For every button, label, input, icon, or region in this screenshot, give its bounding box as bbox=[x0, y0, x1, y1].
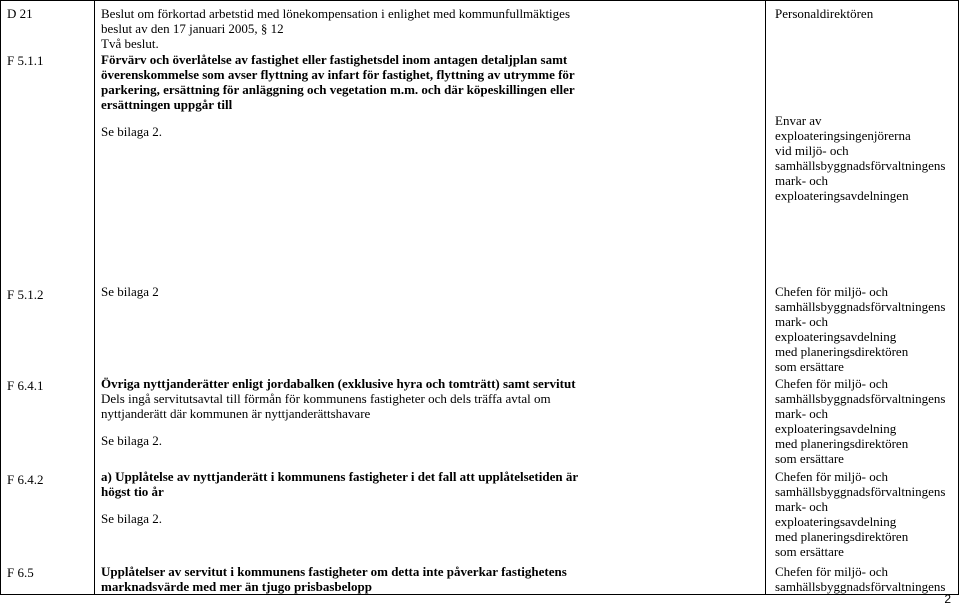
description-heading-line: högst tio år bbox=[101, 484, 164, 499]
table-border-top bbox=[0, 0, 959, 1]
responsible-line: som ersättare bbox=[775, 544, 844, 559]
attachment-reference: Se bilaga 2 bbox=[101, 284, 159, 299]
delegation-description bbox=[101, 469, 741, 526]
delegation-code: F 5.1.1 bbox=[7, 53, 44, 68]
description-line: Beslut om förkortad arbetstid med lönekompensation i enlighet med kommunfullmäktiges bbox=[101, 6, 570, 21]
delegation-code: F 6.4.2 bbox=[7, 472, 44, 487]
responsible-line: exploateringsavdelningen bbox=[775, 188, 909, 203]
description-line: nyttjanderätt där kommunen är nyttjanderättshavare bbox=[101, 406, 371, 421]
responsible-line: Chefen för miljö- och bbox=[775, 469, 888, 484]
delegation-code: F 5.1.2 bbox=[7, 287, 44, 302]
description-heading-line: Förvärv och överlåtelse av fastighet eller fastighetsdel inom antagen detaljplan samt bbox=[101, 52, 568, 67]
responsible-line: samhällsbyggnadsförvaltningens bbox=[775, 484, 946, 499]
responsible-line: Chefen för miljö- och bbox=[775, 564, 888, 579]
table-border-right bbox=[958, 0, 959, 595]
responsible-line: med planeringsdirektören bbox=[775, 436, 909, 451]
description-heading-line: Övriga nyttjanderätter enligt jordabalken (exklusive hyra och tomträtt) samt servitut bbox=[101, 376, 576, 391]
responsible-line: exploateringsavdelning bbox=[775, 514, 897, 529]
responsible-line: som ersättare bbox=[775, 451, 844, 466]
responsible-line: mark- och bbox=[775, 173, 829, 188]
delegation-description bbox=[101, 376, 741, 448]
responsible-line: Envar av bbox=[775, 113, 822, 128]
delegation-description bbox=[101, 6, 721, 139]
description-heading-line: parkering, ersättning för anläggning och vegetation m.m. och där köpeskillingen eller bbox=[101, 82, 575, 97]
description-line: Två beslut. bbox=[101, 36, 159, 51]
description-heading-line: Upplåtelser av servitut i kommunens fastigheter om detta inte påverkar fastighetens bbox=[101, 564, 567, 579]
table-border-left bbox=[0, 0, 1, 595]
responsible-line: samhällsbyggnadsförvaltningens bbox=[775, 391, 946, 406]
delegation-description bbox=[101, 564, 741, 594]
delegate-responsible bbox=[775, 6, 955, 203]
responsible-line: mark- och bbox=[775, 314, 829, 329]
delegate-responsible bbox=[775, 284, 955, 374]
page-number: 2 bbox=[944, 592, 951, 606]
attachment-reference: Se bilaga 2. bbox=[101, 511, 163, 526]
table-row bbox=[7, 6, 87, 68]
description-heading-line: överenskommelse som avser flyttning av infart för fastighet, flyttning av utrymme för bbox=[101, 67, 575, 82]
table-border-bottom bbox=[0, 594, 959, 595]
column-divider-responsible bbox=[765, 0, 766, 595]
responsible-line: samhällsbyggnadsförvaltningens bbox=[775, 299, 946, 314]
responsible-line: med planeringsdirektören bbox=[775, 529, 909, 544]
description-heading-line: a) Upplåtelse av nyttjanderätt i kommunens fastigheter i det fall att upplåtelsetiden är bbox=[101, 469, 579, 484]
responsible-line: mark- och bbox=[775, 406, 829, 421]
column-divider-code bbox=[94, 0, 95, 595]
attachment-reference: Se bilaga 2. bbox=[101, 124, 163, 139]
responsible-line: samhällsbyggnadsförvaltningens bbox=[775, 158, 946, 173]
description-line: Dels ingå servitutsavtal till förmån för kommunens fastigheter och dels träffa avtal om bbox=[101, 391, 551, 406]
description-line: beslut av den 17 januari 2005, § 12 bbox=[101, 21, 284, 36]
description-heading-line: marknadsvärde med mer än tjugo prisbasbelopp bbox=[101, 579, 372, 594]
responsible-line: med planeringsdirektören bbox=[775, 344, 909, 359]
responsible-line: exploateringsavdelning bbox=[775, 421, 897, 436]
responsible-line: Chefen för miljö- och bbox=[775, 376, 888, 391]
responsible-line: vid miljö- och bbox=[775, 143, 849, 158]
attachment-reference: Se bilaga 2. bbox=[101, 433, 163, 448]
delegation-code: F 6.5 bbox=[7, 565, 34, 580]
responsible-line: exploateringsingenjörerna bbox=[775, 128, 911, 143]
responsible-line: samhällsbyggnadsförvaltningens bbox=[775, 579, 946, 594]
responsible-line: Personaldirektören bbox=[775, 6, 874, 21]
delegation-code: D 21 bbox=[7, 6, 33, 21]
responsible-line: mark- och bbox=[775, 499, 829, 514]
responsible-line: Chefen för miljö- och bbox=[775, 284, 888, 299]
delegate-responsible bbox=[775, 376, 955, 466]
responsible-line: exploateringsavdelning bbox=[775, 329, 897, 344]
delegate-responsible bbox=[775, 469, 955, 559]
delegation-code: F 6.4.1 bbox=[7, 378, 44, 393]
delegate-responsible bbox=[775, 564, 955, 594]
responsible-line: som ersättare bbox=[775, 359, 844, 374]
description-heading-line: ersättningen uppgår till bbox=[101, 97, 233, 112]
